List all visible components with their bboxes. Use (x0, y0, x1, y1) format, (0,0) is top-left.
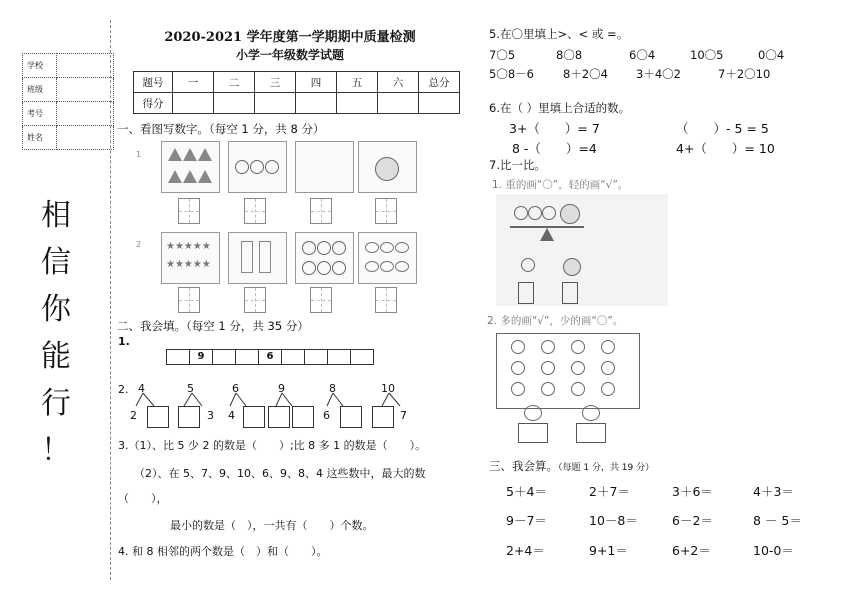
compare-item: 7＋2〇10 (718, 67, 771, 81)
peach-picture (582, 405, 600, 421)
answer-box[interactable] (576, 423, 606, 443)
answer-box[interactable] (375, 287, 397, 313)
answer-box[interactable] (562, 282, 578, 304)
bond-left: 4 (228, 409, 235, 422)
calc-item: 6－2＝ (672, 513, 713, 528)
picture-vegetables (295, 232, 354, 284)
score-label-cell: 得分 (134, 93, 173, 114)
score-cell[interactable] (173, 93, 214, 114)
bond-top: 5 (187, 382, 194, 395)
page-title: 2020-2021 学年度第一学期期中质量检测 (164, 30, 416, 45)
question-3-2: （2）、在 5、7、9、10、6、9、8、4 这些数中，最大的数 (134, 467, 426, 480)
answer-box[interactable] (518, 423, 548, 443)
sequence-cell[interactable] (350, 349, 374, 365)
section1-heading: 一、看图写数字。（每空 1 分，共 8 分） (117, 122, 325, 136)
section5-heading: 5.在〇里填上>、< 或 =。 (489, 27, 629, 41)
compare-instruction-2: 2. 多的画“√”，少的画“〇”。 (487, 315, 624, 327)
question-number: 2. (118, 383, 129, 396)
score-header-cell: 四 (296, 72, 337, 93)
fill-item: 3+（ ）= 7 (509, 121, 600, 136)
sequence-cell[interactable] (166, 349, 190, 365)
bond-answer-box[interactable] (178, 406, 200, 428)
question-3-2-cont: （ ）， (118, 492, 168, 505)
score-cell[interactable] (296, 93, 337, 114)
score-header-cell: 总分 (419, 72, 460, 93)
compare-item: 0〇4 (758, 48, 785, 62)
compare-instruction-1: 1. 重的画“〇”，轻的画“√”。 (492, 179, 629, 191)
bond-top: 10 (381, 382, 395, 395)
score-header-cell: 三 (255, 72, 296, 93)
student-info-table (22, 53, 114, 150)
picture-watermelon (358, 141, 417, 193)
bond-left: 2 (130, 409, 137, 422)
exam-no-field[interactable] (57, 102, 114, 126)
side-number: 1 (136, 150, 142, 159)
info-label-exam-no: 考号 (23, 102, 57, 126)
score-cell[interactable] (378, 93, 419, 114)
fruit-grid-picture (496, 333, 640, 409)
calc-item: 6+2＝ (672, 543, 711, 558)
sequence-cell: 6 (258, 349, 282, 365)
bond-right: 7 (400, 409, 407, 422)
calc-item: 5＋4＝ (506, 484, 547, 499)
question-3-3: 最小的数是（ ），一共有（ ）个数。 (170, 519, 374, 532)
sequence-cell[interactable] (327, 349, 351, 365)
compare-item: 8＋2〇4 (563, 67, 608, 81)
sequence-cell[interactable] (235, 349, 259, 365)
question-3-1: 3.（1）、比 5 少 2 的数是（ ）;比 8 多 1 的数是（ ）。 (118, 439, 427, 452)
bond-top: 9 (278, 382, 285, 395)
picture-flags (228, 232, 287, 284)
answer-box[interactable] (244, 287, 266, 313)
calc-item: 10-0＝ (753, 543, 794, 558)
number-sequence (166, 349, 373, 365)
slogan-char: 信 (41, 245, 71, 280)
slogan-char: 行 (41, 386, 71, 421)
slogan-char: ！ (41, 433, 71, 468)
section2-heading: 二、我会填。（每空 1 分，共 35 分） (117, 319, 309, 333)
answer-box[interactable] (518, 282, 534, 304)
score-cell[interactable] (419, 93, 460, 114)
sequence-cell[interactable] (304, 349, 328, 365)
compare-item: 7〇5 (489, 48, 516, 62)
answer-box[interactable] (375, 198, 397, 224)
picture-apples (228, 141, 287, 193)
sequence-cell: 9 (189, 349, 213, 365)
calc-item: 3＋6＝ (672, 484, 713, 499)
sequence-cell[interactable] (281, 349, 305, 365)
fill-item: 4+（ ）= 10 (676, 141, 775, 156)
calc-item: 9+1＝ (589, 543, 628, 558)
answer-box[interactable] (244, 198, 266, 224)
bond-left: 6 (323, 409, 330, 422)
score-header-cell: 六 (378, 72, 419, 93)
slogan-char: 相 (41, 198, 71, 233)
slogan-char: 能 (41, 339, 71, 374)
sequence-cell[interactable] (212, 349, 236, 365)
score-cell[interactable] (214, 93, 255, 114)
question-4: 4. 和 8 相邻的两个数是（ ）和（ ）。 (118, 545, 328, 558)
calc-item: 2＋7＝ (589, 484, 630, 499)
compare-item: 10〇5 (690, 48, 724, 62)
section3-heading-score: （每题 1 分，共 19 分） (558, 463, 655, 473)
section3-heading-text: 三、我会算。 (489, 459, 558, 473)
calc-item: 2+4＝ (506, 543, 545, 558)
bond-top: 4 (138, 382, 145, 395)
compare-item: 3＋4〇2 (636, 67, 681, 81)
answer-box[interactable] (310, 287, 332, 313)
calc-item: 9－7＝ (506, 513, 547, 528)
score-header-cell: 五 (337, 72, 378, 93)
calc-item: 10－8＝ (589, 513, 638, 528)
info-label-school: 学校 (23, 54, 57, 78)
picture-empty (295, 141, 354, 193)
picture-stars: ★★★★★ ★★★★★ (161, 232, 220, 284)
bond-answer-box[interactable] (292, 406, 314, 428)
slogan-char: 你 (41, 292, 71, 327)
slogan (38, 192, 74, 474)
binding-line (110, 20, 111, 580)
score-header-cell: 一 (173, 72, 214, 93)
info-label-class: 班级 (23, 78, 57, 102)
section6-heading: 6.在（ ）里填上合适的数。 (489, 101, 631, 115)
side-number: 2 (136, 240, 142, 249)
picture-triangles (161, 141, 220, 193)
question-number: 1. (118, 335, 130, 348)
calc-item: 8 － 5＝ (753, 513, 802, 528)
class-field[interactable] (57, 78, 114, 102)
fill-item: （ ）- 5 = 5 (676, 121, 769, 136)
bond-top: 8 (329, 382, 336, 395)
score-header-cell: 二 (214, 72, 255, 93)
school-field[interactable] (57, 54, 114, 78)
info-label-name: 姓名 (23, 126, 57, 150)
compare-item: 6〇4 (629, 48, 656, 62)
score-cell[interactable] (337, 93, 378, 114)
bond-answer-box[interactable] (147, 406, 169, 428)
section7-heading: 7.比一比。 (489, 158, 546, 172)
score-table (133, 71, 460, 114)
calc-item: 4＋3＝ (753, 484, 794, 499)
bond-answer-box[interactable] (243, 406, 265, 428)
fill-item: 8 -（ ）=4 (512, 141, 597, 156)
compare-item: 5〇8－6 (489, 67, 534, 81)
bond-answer-box[interactable] (268, 406, 290, 428)
bond-top: 6 (232, 382, 239, 395)
answer-box[interactable] (178, 198, 200, 224)
score-cell[interactable] (255, 93, 296, 114)
picture-ovals (358, 232, 417, 284)
name-field[interactable] (57, 126, 114, 150)
compare-item: 8〇8 (556, 48, 583, 62)
score-header-cell: 题号 (134, 72, 173, 93)
bond-right: 3 (207, 409, 214, 422)
answer-box[interactable] (178, 287, 200, 313)
bond-answer-box[interactable] (372, 406, 394, 428)
answer-box[interactable] (310, 198, 332, 224)
page-subtitle: 小学一年级数学试题 (235, 48, 344, 62)
section3-heading (489, 458, 654, 474)
apple-picture (524, 405, 542, 421)
bond-answer-box[interactable] (340, 406, 362, 428)
